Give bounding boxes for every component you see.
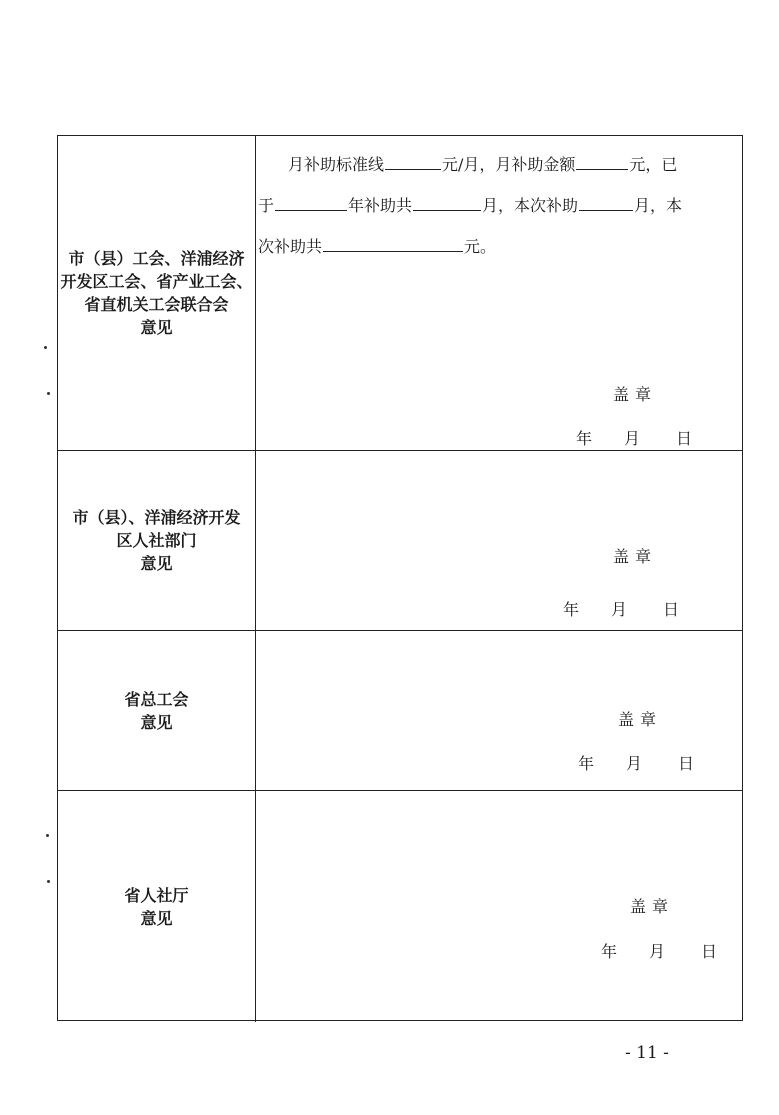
date-line: 年 月 日 [578, 754, 695, 773]
scan-mark [47, 392, 50, 395]
row-label: 市（县）、洋浦经济开发 区人社部门 意见 [72, 508, 241, 573]
row-label-cell [58, 631, 256, 790]
scan-mark [47, 880, 50, 883]
date-line: 年 月 日 [563, 600, 680, 619]
row-label-cell [58, 791, 256, 1022]
table-row-union-opinion [58, 136, 742, 451]
opinion-cell [256, 631, 742, 790]
opinion-cell [256, 136, 742, 450]
row-label-cell [58, 136, 256, 450]
paragraph-line-3: 次补助共 元。 [258, 237, 497, 256]
table-row-federation-opinion [58, 631, 742, 791]
blank-field[interactable] [576, 153, 628, 170]
blank-field[interactable] [413, 194, 481, 211]
blank-field[interactable] [385, 153, 441, 170]
row-label: 市（县）工会、洋浦经济 开发区工会、省产业工会、 省直机关工会联合会 意见 [60, 249, 253, 337]
subsidy-paragraph [258, 144, 740, 267]
opinion-cell [256, 791, 742, 1022]
page-number: - 11 - [625, 1043, 669, 1063]
paragraph-line-1: 月补助标准线 元/月，月补助金额 元，已 [288, 155, 678, 174]
scan-mark [44, 346, 47, 349]
scan-mark [46, 834, 49, 837]
approval-table [57, 135, 743, 1021]
date-line: 年 月 日 [576, 429, 693, 448]
paragraph-line-2: 于 年补助共 月，本次补助 月，本 [258, 196, 683, 215]
row-label-cell [58, 451, 256, 630]
blank-field[interactable] [579, 194, 633, 211]
opinion-cell [256, 451, 742, 630]
date-line: 年 月 日 [601, 942, 718, 961]
seal-label: 盖章 [618, 710, 663, 729]
seal-label: 盖章 [613, 547, 658, 566]
row-label: 省人社厅 意见 [124, 885, 189, 928]
seal-label: 盖章 [613, 385, 658, 404]
table-row-hr-opinion [58, 451, 742, 631]
blank-field[interactable] [275, 194, 347, 211]
table-row-hrss-opinion [58, 791, 742, 1022]
row-label: 省总工会 意见 [124, 689, 189, 732]
seal-label: 盖章 [630, 897, 675, 916]
blank-field[interactable] [323, 235, 463, 252]
